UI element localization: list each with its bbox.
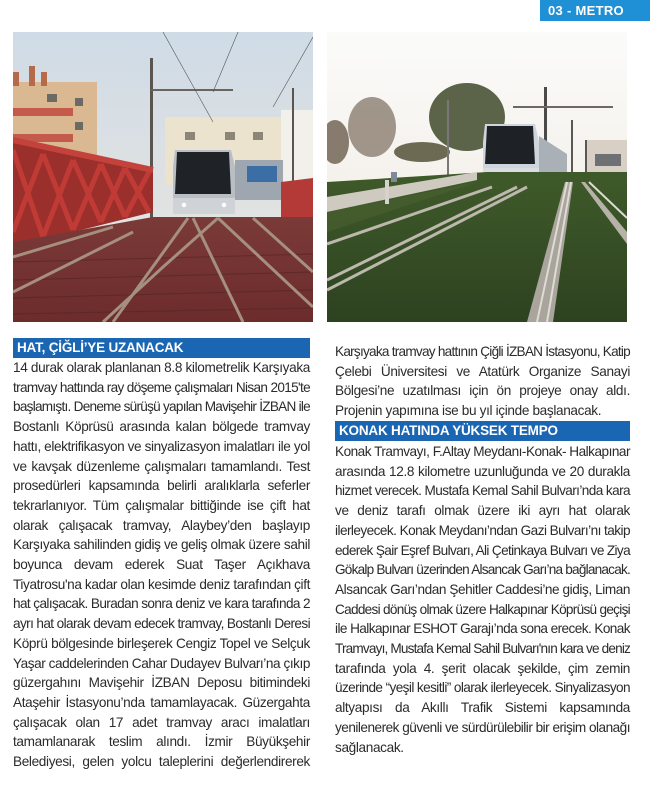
text-line: Çelebi Üniversitesi ve Atatürk Organize Sanayi	[335, 363, 630, 379]
article-column-left	[13, 358, 310, 772]
text-line: güzergahını Mavişehir İZBAN Deposu bitimindeki	[13, 675, 310, 691]
text-line: hat çalışacak. Buradan sonra deniz ve kara tarafında 2	[13, 596, 310, 612]
text-line: boyunca devam ederek Suat Taşer Açıkhava	[13, 557, 310, 573]
text-line: Bölgesi’ne uzatılması için ön projeye onay aldı.	[335, 383, 630, 399]
text-line: prosedürleri kapsamında belirli aralıklarla seferler	[13, 478, 310, 494]
text-line: Caddesi dönüş olmak üzere Halkapınar Köprüsü geçişi	[335, 601, 630, 617]
text-line: Ataşehir İstasyonu’nda tamamlayacak. Güzergahta	[13, 694, 310, 710]
text-line: Karşıyaka tramvay hattının Çiğli İZBAN İstasyonu, Katip	[335, 344, 630, 359]
text-line: ve deniz tarafı olmak üzere iki ayrı hat olarak	[335, 503, 630, 519]
text-line: Belediyesi, gelen yolcu taleplerini değerlendirerek	[13, 754, 310, 770]
text-line: sağlanacak.	[335, 739, 404, 755]
text-line: ile Halkapınar ESHOT Garajı’nda sona erecek. Konak	[335, 621, 630, 637]
text-line: Alsancak Garı’ndan Şehitler Caddesi’ne gidiş, Liman	[335, 581, 630, 597]
text-line: tarafında yola 4. şerit olacak şekilde, çim zemin	[335, 660, 630, 676]
text-line: Yaşar caddelerinden Cahar Dudayev Bulvarı’na çıkıp	[13, 655, 310, 671]
text-line: Köprü bölgesinde birleşerek Cengiz Topel ve Selçuk	[13, 635, 310, 651]
text-line: başlamıştı. Deneme sürüşü yapılan Mavişehir İZBAN ile	[13, 399, 310, 415]
text-line: altyapısı da Akıllı Trafik Sistemi kapsamında	[335, 700, 630, 716]
text-line: arasında 12.8 kilometre uzunluğunda ve 20 durakla	[335, 463, 630, 479]
text-line: 14 durak olarak planlanan 8.8 kilometrelik Karşıyaka	[13, 360, 310, 375]
text-line: Tramvayı, Mustafa Kemal Sahil Bulvarı'nın kara ve deniz	[335, 641, 630, 657]
text-line: hattı, elektrifikasyon ve sinyalizasyon imalatları ile yol	[13, 438, 310, 454]
text-line: yenilenerek güvenli ve sürdürülebilir bir erişim olanağı	[335, 719, 630, 735]
article-column-right	[335, 442, 630, 757]
text-line: çalışacak olan 17 adet tramvay aracı imalatları	[13, 714, 310, 730]
section-heading-konak: KONAK HATINDA YÜKSEK TEMPO	[335, 421, 630, 441]
paragraph-konak	[335, 442, 630, 757]
text-line: Bostanlı Köprüsü arasında kalan bölgede tramvay	[13, 419, 310, 435]
section-tag: 03 - METRO	[540, 0, 650, 21]
tram-grass-illustration	[327, 32, 627, 322]
photo-tram-on-bridge	[13, 32, 313, 322]
text-line: Tiyatrosu'na kadar olan kesimde deniz tarafından çift	[13, 576, 310, 592]
text-line: Karşıyaka sahilinden gidiş ve geliş olmak üzere sahil	[13, 537, 310, 553]
text-line: hizmet verecek. Mustafa Kemal Sahil Bulvarı’nda kara	[335, 483, 630, 499]
text-line: olarak çalışacak tramvay, Alaybey’den başlayıp	[13, 517, 310, 533]
text-line: ve kavşak düzenleme çalışmaları tamamlandı. Test	[13, 458, 310, 474]
photo-tram-on-grass-track	[327, 32, 627, 322]
article-column-right-continuation	[335, 342, 630, 421]
text-line: tekrarlanıyor. Tüm çalışmalar bittiğinde ise çift hat	[13, 497, 310, 513]
text-line: ayrı hat olarak devam edecek tramvay, Bostanlı Deresi	[13, 616, 310, 632]
text-line: Konak Tramvayı, F.Altay Meydanı-Konak- Halkapınar	[335, 444, 630, 459]
text-line: ederek Şair Eşref Bulvarı, Ali Çetinkaya Bulvarı ve Ziya	[335, 542, 630, 558]
text-line: tamamlanarak teslim alındı. İzmir Büyükşehir	[13, 734, 310, 750]
paragraph-cigli-continued	[335, 342, 630, 421]
text-line: üzerinde “yeşil kesitli” olarak ilerleyecek. Sinyalizasyon	[335, 680, 630, 696]
text-line: Gökalp Bulvarı üzerinden Alsancak Garı’na bağlanacak.	[335, 562, 630, 578]
text-line: Projenin yapımına ise bu yıl içinde başlanacak.	[335, 403, 602, 419]
tram-bridge-illustration	[13, 32, 313, 322]
section-heading-cigli: HAT, ÇİĞLİ’YE UZANACAK	[13, 338, 310, 358]
text-line: ilerleyecek. Konak Meydanı’ndan Gazi Bulvarı’nı takip	[335, 522, 630, 538]
paragraph-cigli	[13, 358, 310, 772]
text-line: tramvay hattında ray döşeme çalışmaları Nisan 2015'te	[13, 379, 310, 395]
